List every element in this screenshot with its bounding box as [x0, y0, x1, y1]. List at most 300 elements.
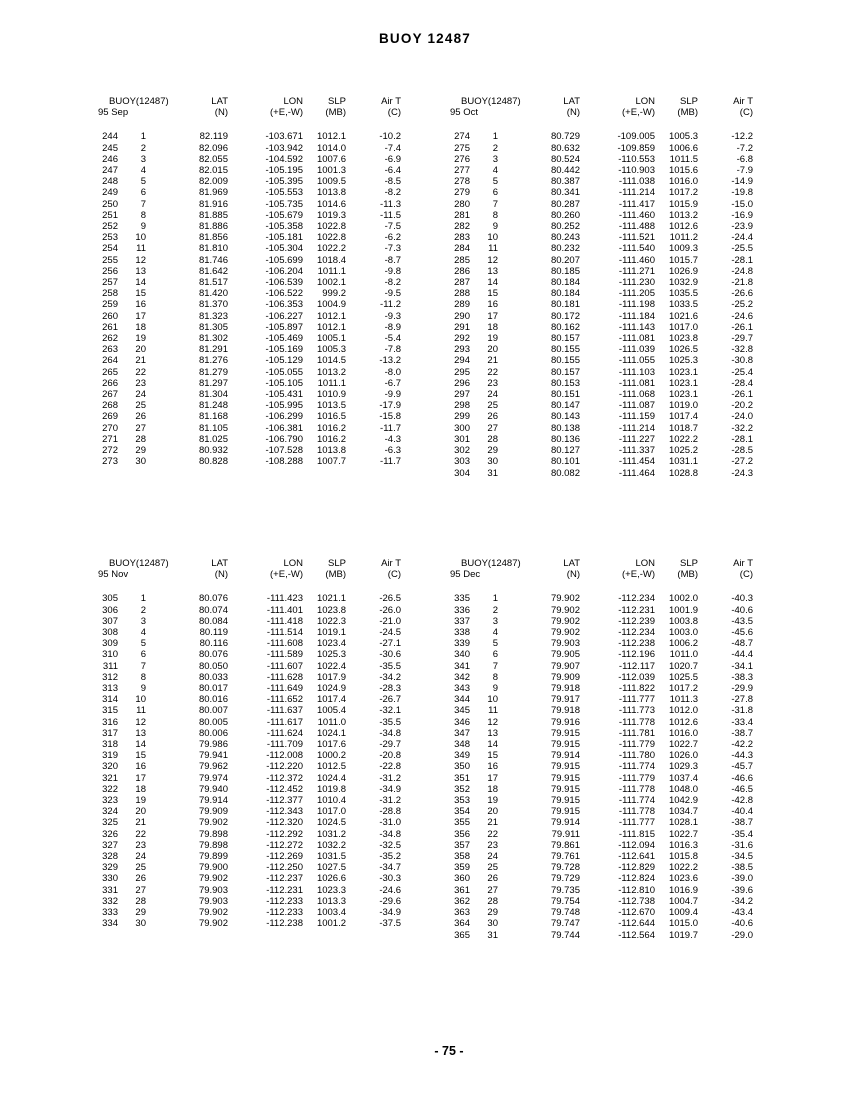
latitude-value: 80.076 — [198, 649, 228, 661]
longitude-value: -111.205 — [618, 288, 655, 300]
day-of-month: 29 — [487, 445, 498, 457]
latitude-value: 79.903 — [198, 884, 228, 896]
buoy-day-number: 286 — [454, 265, 470, 277]
air-temp-value: -34.8 — [379, 828, 401, 840]
table-row — [98, 131, 401, 142]
table-row — [98, 784, 401, 795]
table-row — [98, 795, 401, 806]
longitude-value: -111.159 — [618, 411, 655, 423]
latitude-value: 80.017 — [198, 683, 228, 695]
table-row — [450, 784, 753, 795]
latitude-value: 79.917 — [550, 694, 580, 706]
day-of-month: 22 — [487, 366, 498, 378]
air-temp-value: -6.9 — [384, 153, 401, 165]
lon-column-header: LON — [283, 96, 303, 107]
longitude-value: -111.773 — [618, 705, 655, 717]
longitude-value: -111.401 — [266, 604, 303, 616]
air-temp-value: -32.5 — [379, 839, 401, 851]
slp-value: 1005.1 — [316, 333, 346, 345]
buoy-day-number: 315 — [102, 705, 118, 717]
latitude-value: 79.915 — [550, 795, 580, 807]
table-row — [450, 299, 753, 310]
buoy-day-number: 326 — [102, 828, 118, 840]
slp-value: 1003.8 — [668, 615, 698, 627]
table-row — [450, 288, 753, 299]
lat-column-header: LAT — [211, 558, 228, 569]
latitude-value: 80.287 — [550, 198, 580, 210]
longitude-value: -111.709 — [266, 739, 303, 751]
latitude-value: 79.729 — [550, 873, 580, 885]
table-row — [98, 840, 401, 851]
slp-value: 1017.4 — [316, 694, 346, 706]
buoy-day-number: 301 — [454, 433, 470, 445]
day-of-month: 28 — [487, 895, 498, 907]
slp-value: 1026.5 — [668, 344, 698, 356]
latitude-value: 81.969 — [198, 187, 228, 199]
longitude-value: -112.320 — [266, 817, 303, 829]
day-of-month: 24 — [135, 851, 146, 863]
slp-unit-label: (MB) — [677, 107, 698, 119]
buoy-day-number: 281 — [454, 209, 470, 221]
day-of-month: 8 — [140, 209, 146, 221]
day-of-month: 12 — [135, 254, 146, 266]
air-temp-value: -31.2 — [379, 772, 401, 784]
air-temp-value: -29.7 — [731, 333, 753, 345]
day-of-month: 3 — [140, 153, 146, 165]
latitude-value: 79.915 — [550, 727, 580, 739]
day-of-month: 13 — [135, 265, 146, 277]
buoy-day-number: 353 — [454, 795, 470, 807]
day-of-month: 26 — [135, 873, 146, 885]
buoy-day-number: 266 — [102, 377, 118, 389]
table-row — [450, 750, 753, 761]
table-row — [450, 638, 753, 649]
slp-value: 1006.6 — [668, 142, 698, 154]
air-temp-value: -34.8 — [379, 727, 401, 739]
table-row — [450, 761, 753, 772]
slp-value: 1024.5 — [316, 817, 346, 829]
slp-value: 1014.5 — [316, 355, 346, 367]
day-of-month: 27 — [487, 422, 498, 434]
air-temp-value: -8.5 — [384, 176, 401, 188]
buoy-day-number: 300 — [454, 422, 470, 434]
day-of-month: 15 — [135, 750, 146, 762]
air-temp-value: -30.3 — [379, 873, 401, 885]
air-temp-value: -26.1 — [731, 389, 753, 401]
day-of-month: 17 — [487, 310, 498, 322]
slp-value: 1005.4 — [316, 705, 346, 717]
longitude-value: -105.358 — [265, 221, 303, 233]
buoy-day-number: 339 — [454, 638, 470, 650]
day-of-month: 6 — [140, 187, 146, 199]
slp-value: 1022.7 — [668, 739, 698, 751]
slp-unit-label: (MB) — [325, 107, 346, 119]
longitude-value: -112.039 — [618, 671, 655, 683]
longitude-value: -111.081 — [618, 333, 655, 345]
table-row — [98, 277, 401, 288]
latitude-value: 79.902 — [550, 593, 580, 605]
longitude-value: -105.181 — [265, 232, 303, 244]
air-temp-value: -35.5 — [379, 716, 401, 728]
buoy-day-number: 296 — [454, 377, 470, 389]
longitude-value: -111.637 — [266, 705, 303, 717]
slp-value: 1002.1 — [316, 277, 346, 289]
latitude-value: 79.974 — [198, 772, 228, 784]
day-of-month: 5 — [140, 176, 146, 188]
day-of-month: 8 — [492, 671, 498, 683]
longitude-value: -111.227 — [618, 433, 655, 445]
table-row — [98, 761, 401, 772]
table-row — [450, 221, 753, 232]
day-of-month: 23 — [487, 839, 498, 851]
slp-value: 1021.1 — [316, 593, 346, 605]
air-temp-value: -24.3 — [731, 467, 753, 479]
buoy-day-number: 359 — [454, 862, 470, 874]
buoy-day-number: 358 — [454, 851, 470, 863]
air-temp-value: -34.2 — [379, 671, 401, 683]
day-of-month: 4 — [492, 165, 498, 177]
air-temp-value: -7.9 — [736, 165, 753, 177]
longitude-value: -106.522 — [265, 288, 303, 300]
table-row — [98, 885, 401, 896]
air-temp-value: -44.4 — [731, 649, 753, 661]
slp-value: 1019.8 — [316, 783, 346, 795]
buoy-day-number: 294 — [454, 355, 470, 367]
table-row — [98, 907, 401, 918]
buoy-day-number: 343 — [454, 683, 470, 695]
month-label: 95 Dec — [450, 569, 481, 581]
day-of-month: 16 — [487, 299, 498, 311]
longitude-value: -109.005 — [617, 131, 655, 143]
air-temp-value: -45.6 — [731, 627, 753, 639]
buoy-day-number: 305 — [102, 593, 118, 605]
table-body — [450, 593, 753, 940]
day-of-month: 14 — [135, 277, 146, 289]
day-of-month: 1 — [492, 593, 498, 605]
air-temp-value: -8.9 — [384, 321, 401, 333]
air-temp-value: -8.7 — [384, 254, 401, 266]
longitude-value: -111.068 — [618, 389, 655, 401]
buoy-day-number: 344 — [454, 694, 470, 706]
buoy-day-number: 316 — [102, 716, 118, 728]
longitude-value: -111.774 — [618, 761, 655, 773]
buoy-day-number: 295 — [454, 366, 470, 378]
table-row — [98, 221, 401, 232]
table-row — [450, 355, 753, 366]
air-temp-value: -40.4 — [731, 806, 753, 818]
air-temp-value: -8.0 — [384, 366, 401, 378]
buoy-day-number: 287 — [454, 277, 470, 289]
slp-value: 1002.0 — [668, 593, 698, 605]
air-temp-value: -15.8 — [379, 411, 401, 423]
longitude-value: -105.431 — [265, 389, 303, 401]
day-of-month: 8 — [140, 671, 146, 683]
table-row — [450, 154, 753, 165]
table-row — [450, 873, 753, 884]
latitude-value: 80.116 — [199, 638, 228, 650]
buoy-day-number: 309 — [102, 638, 118, 650]
slp-value: 1023.4 — [316, 638, 346, 650]
latitude-value: 81.517 — [198, 277, 228, 289]
day-of-month: 18 — [487, 783, 498, 795]
latitude-value: 79.744 — [550, 929, 580, 941]
buoy-day-number: 272 — [102, 445, 118, 457]
longitude-value: -112.238 — [618, 638, 655, 650]
buoy-day-number: 271 — [102, 433, 118, 445]
latitude-value: 80.033 — [198, 671, 228, 683]
longitude-value: -111.815 — [618, 828, 655, 840]
day-of-month: 23 — [135, 377, 146, 389]
table-row — [98, 255, 401, 266]
day-of-month: 6 — [140, 649, 146, 661]
air-temp-value: -25.2 — [731, 299, 753, 311]
latitude-value: 80.442 — [550, 165, 580, 177]
air-temp-value: -32.8 — [731, 344, 753, 356]
air-temp-value: -34.5 — [731, 851, 753, 863]
air-temp-column-header: Air T — [733, 558, 753, 569]
buoy-day-number: 356 — [454, 828, 470, 840]
air-temp-value: -31.6 — [731, 839, 753, 851]
slp-value: 1009.3 — [668, 243, 698, 255]
air-temp-value: -24.6 — [379, 884, 401, 896]
day-of-month: 19 — [135, 333, 146, 345]
longitude-value: -112.829 — [618, 862, 655, 874]
buoy-day-number: 334 — [102, 918, 118, 930]
longitude-value: -112.269 — [266, 851, 303, 863]
day-of-month: 30 — [487, 918, 498, 930]
buoy-day-number: 311 — [102, 660, 118, 672]
buoy-day-number: 306 — [102, 604, 118, 616]
table-row — [98, 243, 401, 254]
air-temp-value: -26.0 — [379, 604, 401, 616]
day-of-month: 26 — [135, 411, 146, 423]
latitude-value: 81.297 — [198, 377, 228, 389]
latitude-value: 79.905 — [550, 649, 580, 661]
buoy-day-number: 293 — [454, 344, 470, 356]
latitude-value: 79.909 — [198, 806, 228, 818]
air-temp-value: -34.9 — [379, 783, 401, 795]
latitude-value: 80.074 — [198, 604, 228, 616]
air-temp-value: -7.3 — [384, 243, 401, 255]
day-of-month: 9 — [140, 221, 146, 233]
buoy-day-number: 262 — [102, 333, 118, 345]
table-row — [450, 672, 753, 683]
longitude-value: -112.250 — [266, 862, 303, 874]
air-temp-value: -5.4 — [384, 333, 401, 345]
table-body — [98, 593, 401, 929]
air-temp-value: -10.2 — [379, 131, 401, 143]
slp-value: 1022.2 — [316, 243, 346, 255]
longitude-value: -112.641 — [618, 851, 655, 863]
buoy-day-number: 321 — [102, 772, 118, 784]
table-row — [98, 705, 401, 716]
table-row — [98, 806, 401, 817]
table-row — [450, 930, 753, 941]
air-temp-value: -20.2 — [731, 400, 753, 412]
slp-value: 1022.4 — [316, 660, 346, 672]
table-row — [450, 187, 753, 198]
day-of-month: 21 — [487, 355, 498, 367]
longitude-value: -112.196 — [618, 649, 655, 661]
longitude-value: -111.607 — [266, 660, 303, 672]
buoy-day-number: 345 — [454, 705, 470, 717]
longitude-value: -111.418 — [266, 615, 303, 627]
latitude-value: 79.915 — [550, 806, 580, 818]
buoy-table-dec — [450, 558, 753, 941]
latitude-value: 79.907 — [550, 660, 580, 672]
air-temp-column-header: Air T — [381, 558, 401, 569]
air-temp-value: -30.6 — [379, 649, 401, 661]
slp-value: 1016.2 — [316, 422, 346, 434]
air-temp-value: -40.6 — [731, 604, 753, 616]
buoy-day-number: 363 — [454, 907, 470, 919]
table-row — [450, 165, 753, 176]
slp-value: 1023.8 — [316, 604, 346, 616]
day-of-month: 11 — [136, 705, 146, 717]
longitude-value: -112.810 — [618, 884, 655, 896]
buoy-day-number: 340 — [454, 649, 470, 661]
longitude-value: -105.735 — [265, 198, 303, 210]
air-temp-value: -15.0 — [731, 198, 753, 210]
day-of-month: 6 — [492, 187, 498, 199]
air-temp-value: -13.2 — [379, 355, 401, 367]
air-temp-value: -9.5 — [384, 288, 401, 300]
day-of-month: 2 — [492, 604, 498, 616]
slp-value: 1023.8 — [668, 333, 698, 345]
table-row — [450, 232, 753, 243]
air-temp-unit-label: (C) — [387, 569, 401, 581]
day-of-month: 9 — [492, 683, 498, 695]
longitude-value: -105.699 — [265, 254, 303, 266]
buoy-day-number: 324 — [102, 806, 118, 818]
longitude-value: -111.781 — [618, 727, 655, 739]
buoy-day-number: 275 — [454, 142, 470, 154]
buoy-day-number: 323 — [102, 795, 118, 807]
table-row — [450, 649, 753, 660]
slp-value: 1013.8 — [316, 187, 346, 199]
latitude-value: 79.754 — [550, 895, 580, 907]
latitude-value: 80.524 — [550, 153, 580, 165]
table-body — [98, 131, 401, 467]
latitude-value: 79.748 — [550, 907, 580, 919]
day-of-month: 14 — [487, 739, 498, 751]
day-of-month: 20 — [487, 806, 498, 818]
buoy-day-number: 332 — [102, 895, 118, 907]
latitude-value: 80.260 — [550, 209, 580, 221]
latitude-value: 79.918 — [550, 705, 580, 717]
buoy-day-number: 318 — [102, 739, 118, 751]
table-unit-row — [98, 107, 401, 118]
buoy-day-number: 313 — [102, 683, 118, 695]
latitude-value: 80.136 — [550, 433, 580, 445]
buoy-day-number: 308 — [102, 627, 118, 639]
longitude-value: -111.617 — [266, 716, 303, 728]
longitude-value: -111.214 — [618, 187, 655, 199]
table-header-row — [450, 558, 753, 569]
buoy-day-number: 322 — [102, 783, 118, 795]
table-row — [98, 389, 401, 400]
day-of-month: 19 — [135, 795, 146, 807]
latitude-value: 80.729 — [550, 131, 580, 143]
air-temp-value: -9.8 — [384, 265, 401, 277]
table-row — [450, 423, 753, 434]
lon-column-header: LON — [283, 558, 303, 569]
table-row — [98, 143, 401, 154]
buoy-day-number: 290 — [454, 310, 470, 322]
buoy-day-number: 361 — [454, 884, 470, 896]
longitude-value: -111.779 — [618, 739, 655, 751]
air-temp-value: -28.1 — [731, 433, 753, 445]
latitude-value: 80.243 — [550, 232, 580, 244]
longitude-value: -105.304 — [265, 243, 303, 255]
longitude-value: -111.198 — [618, 299, 655, 311]
day-of-month: 12 — [487, 716, 498, 728]
air-temp-value: -29.6 — [379, 895, 401, 907]
air-temp-value: -28.1 — [731, 254, 753, 266]
day-of-month: 23 — [135, 839, 146, 851]
buoy-day-number: 329 — [102, 862, 118, 874]
latitude-value: 79.940 — [198, 783, 228, 795]
day-of-month: 28 — [135, 895, 146, 907]
table-row — [98, 299, 401, 310]
day-of-month: 7 — [140, 660, 146, 672]
slp-value: 1024.1 — [316, 727, 346, 739]
air-temp-column-header: Air T — [733, 96, 753, 107]
latitude-value: 80.828 — [198, 456, 228, 468]
latitude-value: 81.276 — [198, 355, 228, 367]
air-temp-value: -35.4 — [731, 828, 753, 840]
air-temp-value: -20.8 — [379, 750, 401, 762]
longitude-value: -112.233 — [266, 907, 303, 919]
table-row — [450, 829, 753, 840]
air-temp-value: -34.2 — [731, 895, 753, 907]
table-row — [98, 232, 401, 243]
day-of-month: 14 — [487, 277, 498, 289]
air-temp-value: -29.7 — [379, 739, 401, 751]
longitude-value: -105.553 — [265, 187, 303, 199]
table-body — [450, 131, 753, 478]
longitude-value: -111.514 — [266, 627, 303, 639]
slp-value: 1013.2 — [316, 366, 346, 378]
table-row — [450, 344, 753, 355]
lon-column-header: LON — [635, 558, 655, 569]
slp-value: 1026.6 — [316, 873, 346, 885]
slp-value: 1014.6 — [316, 198, 346, 210]
longitude-value: -112.231 — [266, 884, 303, 896]
slp-value: 1005.3 — [316, 344, 346, 356]
day-of-month: 18 — [135, 321, 146, 333]
table-row — [450, 728, 753, 739]
longitude-value: -111.778 — [618, 806, 655, 818]
latitude-value: 80.101 — [550, 456, 580, 468]
table-row — [450, 277, 753, 288]
air-temp-value: -9.9 — [384, 389, 401, 401]
slp-value: 1010.9 — [316, 389, 346, 401]
latitude-value: 80.082 — [550, 467, 580, 479]
air-temp-unit-label: (C) — [739, 569, 753, 581]
table-row — [450, 143, 753, 154]
air-temp-value: -38.5 — [731, 862, 753, 874]
table-row — [98, 616, 401, 627]
buoy-day-number: 269 — [102, 411, 118, 423]
buoy-day-number: 320 — [102, 761, 118, 773]
day-of-month: 31 — [487, 467, 498, 479]
longitude-value: -111.589 — [266, 649, 303, 661]
day-of-month: 12 — [487, 254, 498, 266]
slp-value: 999.2 — [322, 288, 346, 300]
air-temp-value: -38.7 — [731, 817, 753, 829]
buoy-day-number: 347 — [454, 727, 470, 739]
